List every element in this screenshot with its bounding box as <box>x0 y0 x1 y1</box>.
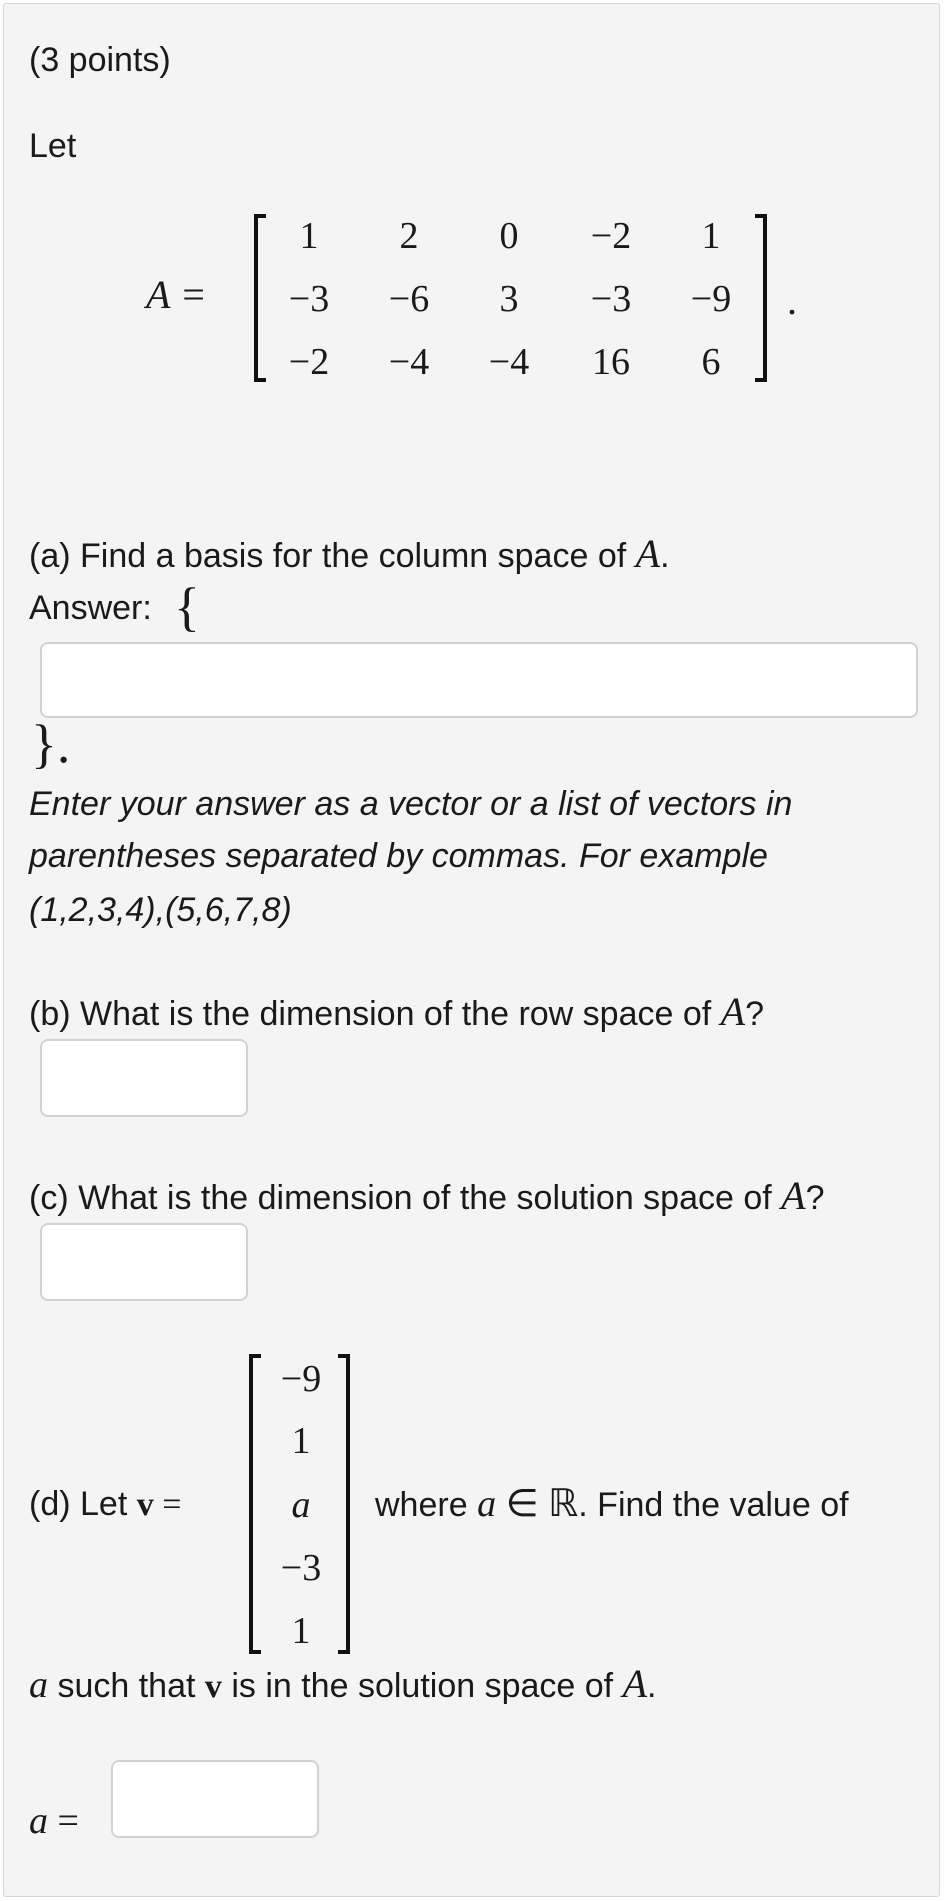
intro-let: Let <box>29 127 77 165</box>
matrix-cell: 6 <box>701 341 721 383</box>
part-a-hint-line3: (1,2,3,4),(5,6,7,8) <box>29 891 292 929</box>
matrix-cell: 0 <box>499 215 519 257</box>
basis-input[interactable] <box>40 642 918 718</box>
matrix-cell: 1 <box>701 215 721 257</box>
vector-entry: −3 <box>280 1547 322 1589</box>
matrix-cell: −2 <box>288 341 330 383</box>
part-a-hint-line1: Enter your answer as a vector or a list of vectors in <box>29 785 793 823</box>
part-d-where: where a ∈ ℝ. Find the value of <box>375 1483 849 1525</box>
matrix-cell: −4 <box>388 341 430 383</box>
solution-space-dimension-input[interactable] <box>40 1223 248 1301</box>
open-brace: { <box>174 577 200 637</box>
part-c-question: (c) What is the dimension of the solution space of A? <box>29 1173 825 1218</box>
vector-v-left-bracket <box>249 1354 261 1654</box>
vector-entry: 1 <box>291 1610 311 1652</box>
row-space-dimension-input[interactable] <box>40 1039 248 1117</box>
close-brace: }. <box>31 714 71 774</box>
part-a-answer-label: Answer: <box>29 589 152 627</box>
matrix-cell: −4 <box>488 341 530 383</box>
matrix-cell: −2 <box>590 215 632 257</box>
part-d-line2: a such that v is in the solution space of A. <box>29 1661 657 1706</box>
matrix-a-label: A = <box>146 272 207 317</box>
reals-symbol: ℝ <box>548 1483 579 1525</box>
part-a-question: (a) Find a basis for the column space of A. <box>29 531 670 576</box>
problem-panel <box>3 3 940 1897</box>
matrix-cell: 1 <box>299 215 319 257</box>
matrix-cell: 3 <box>499 278 519 320</box>
vector-entry: −9 <box>280 1358 322 1400</box>
matrix-cell: −9 <box>690 278 732 320</box>
a-value-input[interactable] <box>111 1760 319 1838</box>
matrix-cell: −3 <box>590 278 632 320</box>
part-d-prefix: (d) Let v = <box>29 1485 182 1523</box>
vector-entry: 1 <box>291 1420 311 1462</box>
vector-entry: a <box>291 1484 311 1526</box>
matrix-cell: −3 <box>288 278 330 320</box>
matrix-cell: 16 <box>592 341 630 383</box>
points-label: (3 points) <box>29 41 171 79</box>
matrix-cell: 2 <box>399 215 419 257</box>
part-d-answer-label: a = <box>29 1800 79 1842</box>
matrix-cell: −6 <box>388 278 430 320</box>
part-a-hint-line2: parentheses separated by commas. For example <box>29 837 768 875</box>
part-b-question: (b) What is the dimension of the row space of A? <box>29 989 765 1034</box>
matrix-a-period: . <box>787 278 797 323</box>
